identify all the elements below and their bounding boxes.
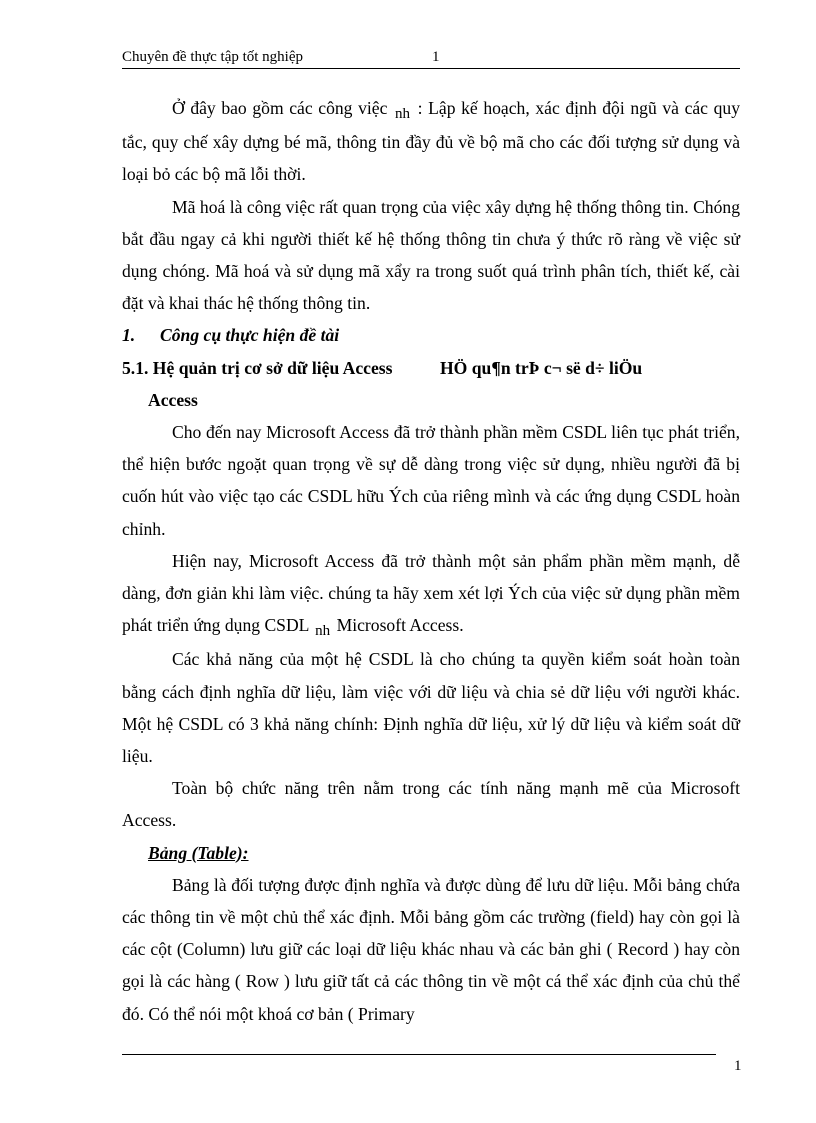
paragraph: Cho đến nay Microsoft Access đã trở thành phần mềm CSDL liên tục phát triển, thể hiện bước ngoặt quan trọng về sự dễ dàng trong việc sử dụng, nhiều người đã bị cuốn hút vào việc tạo các CSDL hữu Ých của riêng mình và các ứng dụng CSDL hoàn chỉnh.: [122, 422, 740, 539]
page-header: [122, 48, 740, 69]
paragraph: Các khả năng của một hệ CSDL là cho chúng ta quyền kiểm soát hoàn toàn bằng cách định nghĩa dữ liệu, làm việc với dữ liệu và chia sẻ dữ liệu với người khác. Một hệ CSDL có 3 khả năng chính: Định nghĩa dữ liệu, xử lý dữ liệu và kiểm soát dữ liệu.: [122, 649, 740, 767]
section-heading: [122, 319, 740, 351]
subsection-heading-continued: Access: [148, 389, 198, 410]
footer-page-number: 1: [734, 1058, 742, 1074]
text: nh: [395, 106, 411, 122]
document-body: [122, 92, 740, 1030]
paragraph: Toàn bộ chức năng trên nằm trong các tính năng mạnh mẽ của Microsoft Access.: [122, 778, 740, 831]
text: Hiện nay, Microsoft Access đã trở thành một sản phẩm phần mềm mạnh, dễ dàng, đơn giản khi làm việc. chúng ta hãy xem xét lợi Ých của việc sử dụng phần mềm phát triển ứng dụng CSDL: [122, 550, 740, 636]
paragraph: [122, 92, 740, 191]
subsection-number: 5.1.: [122, 357, 149, 378]
paragraph: [122, 545, 740, 644]
table-heading: Bảng (Table):: [148, 842, 249, 863]
text: Microsoft Access.: [336, 615, 464, 636]
subsection-title: Hệ quản trị cơ sở dữ liệu Access: [152, 357, 393, 378]
header-title: Chuyên đề thực tập tốt nghiệp: [122, 49, 304, 65]
header-page-number: 1: [432, 49, 440, 65]
garbled-title: HÖ qu¶n trÞ c¬ së d÷ liÖu: [440, 357, 643, 378]
text: : Lập kế hoạch, xác định đội ngũ và các quy tắc, quy chế xây dựng bé mã, thông tin đầy đủ về bộ mã cho các đối tượng sử dụng và loại bỏ các bộ mã lỗi thời.: [122, 98, 740, 185]
paragraph: Bảng là đối tượng được định nghĩa và được dùng để lưu dữ liệu. Mỗi bảng chứa các thông tin về một chủ thể xác định. Mỗi bảng gồm các trường (field) hay còn gọi là các cột (Column) lưu giữ các loại dữ liệu khác nhau và các bản ghi ( Record ) hay còn gọi là các hàng ( Row ) lưu giữ tất cả các thông tin về một cá thể xác định của chủ thể đó. Có thể nói một khoá cơ bản ( Primary: [122, 874, 740, 1024]
section-number: 1.: [122, 325, 136, 346]
text: nh: [315, 623, 331, 640]
text: Ở đây bao gồm các công việc: [172, 98, 388, 118]
footer-rule: [122, 1054, 716, 1055]
subsection-heading: [122, 352, 740, 384]
section-title: Công cụ thực hiện đề tài: [160, 325, 340, 346]
paragraph: Mã hoá là công việc rất quan trọng của việc xây dựng hệ thống thông tin. Chóng bắt đầu ngay cả khi người thiết kế hệ thống thông tin chưa ý thức rõ ràng về việc sử dụng chóng. Mã hoá và sử dụng mã xẩy ra trong suốt quá trình phân tích, thiết kế, cài đặt và khai thác hệ thống thông tin.: [122, 196, 740, 314]
